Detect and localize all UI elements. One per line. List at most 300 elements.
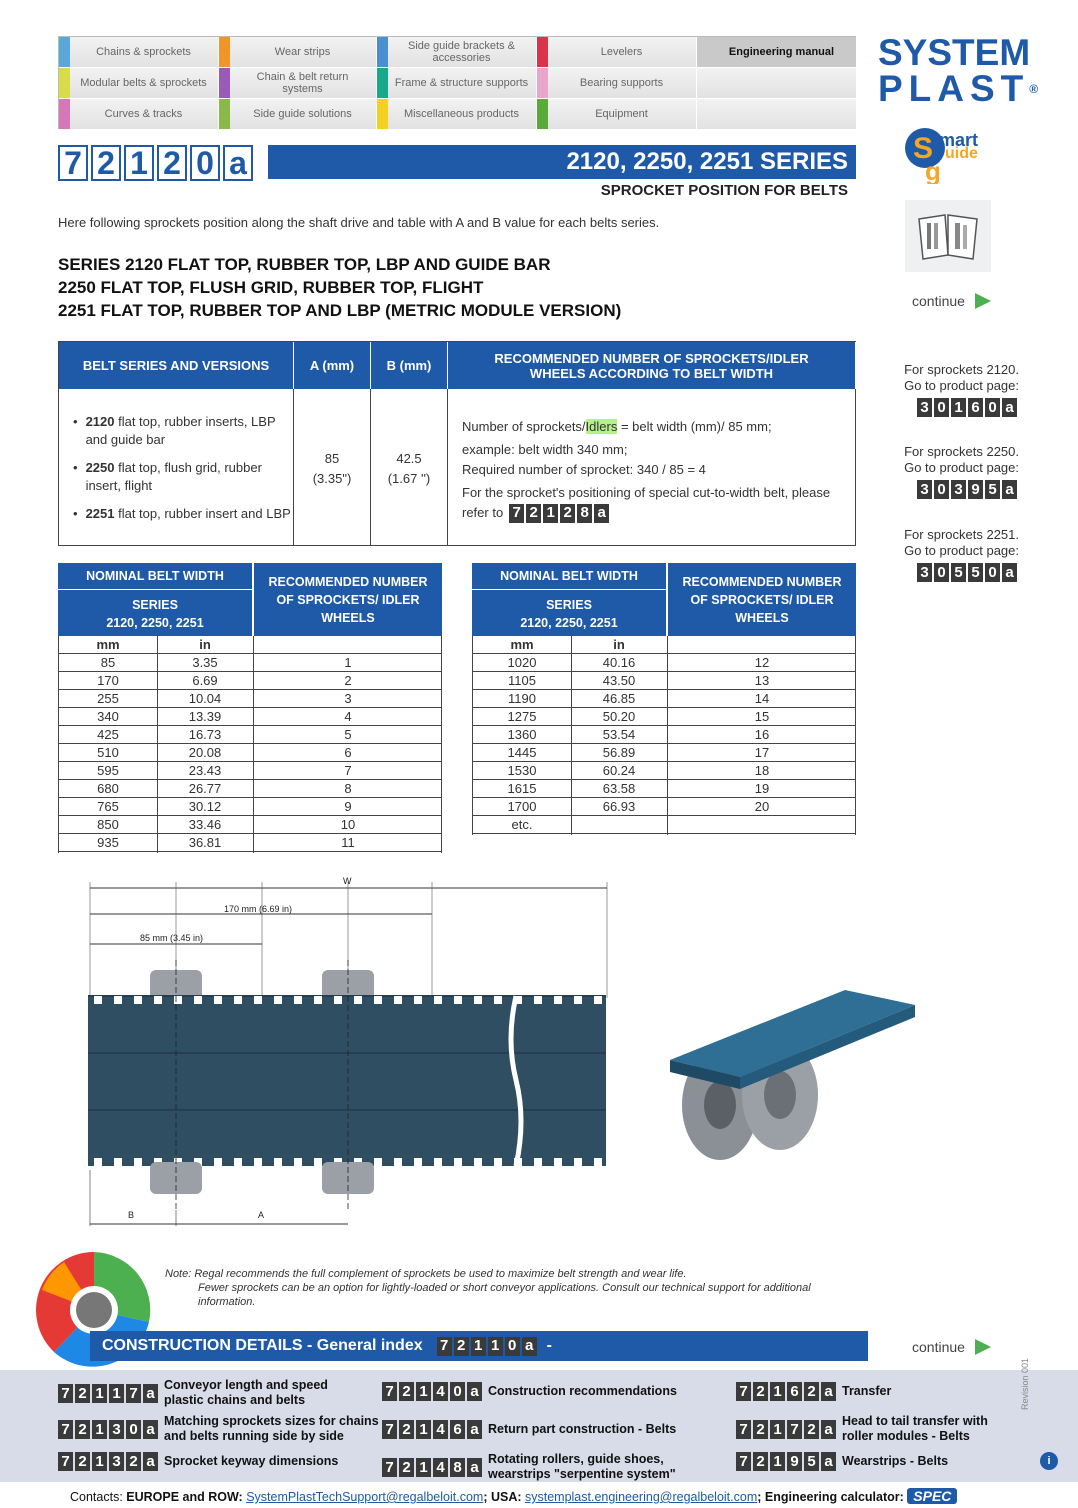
- width-mm: 425: [97, 727, 119, 742]
- unit-mm: mm: [510, 637, 534, 652]
- table-row: [59, 744, 441, 762]
- footer-code-digit: a: [467, 1458, 482, 1477]
- series-item-2250: • 2250 flat top, flush grid, rubber insert, flight: [73, 460, 262, 493]
- nav-item-label: Chains & sprockets: [96, 46, 191, 58]
- product-link-line1: For sprockets 2250.: [904, 444, 1019, 459]
- product-link-line2: Go to product page:: [904, 543, 1019, 558]
- width-mm: 935: [97, 835, 119, 850]
- dim-label-170: 170 mm (6.69 in): [224, 904, 293, 914]
- nav-color-swatch: [219, 99, 230, 129]
- page-code-digit: 0: [190, 145, 220, 181]
- sprocket-count: 9: [344, 799, 352, 814]
- rec-code-digit: 1: [543, 504, 558, 523]
- width-in: 26.77: [188, 781, 222, 796]
- regal-note: Note: Regal recommends the full complement of sprockets be used to maximize belt strength and wear life. Fewer sprockets can be an option for lightly-loaded or short conveyor applications. Consult our technical support for additional information.: [165, 1268, 811, 1308]
- nav-item-bearing-supports[interactable]: [537, 68, 697, 99]
- table-row: [473, 690, 855, 708]
- page-code: [58, 145, 256, 181]
- table-row: [59, 780, 441, 798]
- table-row: [473, 672, 855, 690]
- footer-index-item[interactable]: [58, 1378, 328, 1408]
- footer-item-label: Sprocket keyway dimensions: [164, 1454, 339, 1468]
- series-label: SERIES: [546, 598, 592, 612]
- rec-code-digit: 7: [509, 504, 524, 523]
- footer-code-digit: 2: [75, 1420, 90, 1439]
- width-in: 60.24: [602, 763, 636, 778]
- footer-code-digit: 7: [787, 1420, 802, 1439]
- footer-code-digit: 7: [58, 1452, 73, 1471]
- nav-item-label: Side guide brackets & accessories: [407, 40, 515, 64]
- nav-color-swatch: [377, 37, 388, 67]
- product-code-digit: 6: [968, 398, 983, 417]
- series-label: SERIES: [132, 598, 178, 612]
- sprocket-count: 13: [754, 673, 770, 688]
- width-mm: 85: [100, 655, 116, 670]
- sprocket-count: 5: [344, 727, 352, 742]
- footer-code-digit: 7: [736, 1452, 751, 1471]
- unit-row: [59, 636, 441, 654]
- product-code-digit: 0: [934, 398, 949, 417]
- footer-code-digit: 2: [126, 1452, 141, 1471]
- width-mm: 765: [97, 799, 119, 814]
- nav-item-label: Levelers: [600, 46, 643, 58]
- width-in: 56.89: [602, 745, 636, 760]
- page-code-digit: a: [223, 145, 253, 181]
- belt-notch-bottom: [414, 1158, 422, 1166]
- footer-index-item[interactable]: [736, 1452, 948, 1471]
- product-code-digit: 1: [951, 398, 966, 417]
- footer-code-digit: a: [143, 1384, 158, 1403]
- belt-notch-top: [314, 996, 322, 1004]
- b-inch: (1.67 ''): [387, 471, 431, 486]
- table-row: [59, 672, 441, 690]
- footer-code-digit: 7: [382, 1382, 397, 1401]
- footer-code-digit: 2: [804, 1420, 819, 1439]
- belt-notch-bottom: [214, 1158, 222, 1166]
- nav-item-label: Curves & tracks: [104, 108, 183, 120]
- belt-notch-top: [234, 996, 242, 1004]
- series-info-table: [58, 341, 856, 546]
- belt-notch-top: [454, 996, 462, 1004]
- product-page-link-1[interactable]: [904, 362, 1019, 417]
- belt-notch-top: [134, 996, 142, 1004]
- nav-color-swatch: [59, 68, 70, 98]
- belt-notch-top: [94, 996, 102, 1004]
- belt-notch-top: [394, 996, 402, 1004]
- width-in: 13.39: [188, 709, 222, 724]
- nav-item-side-guide-solutions[interactable]: [219, 99, 377, 130]
- nav-color-swatch: [377, 68, 388, 98]
- belt-notch-bottom: [294, 1158, 302, 1166]
- belt-notch-bottom: [254, 1158, 262, 1166]
- width-in: 63.58: [602, 781, 636, 796]
- unit-row: [473, 636, 855, 654]
- width-in: 30.12: [188, 799, 222, 814]
- belt-notch-bottom: [594, 1158, 602, 1166]
- sprocket-count: 3: [344, 691, 352, 706]
- width-mm: 170: [97, 673, 119, 688]
- footer-code-digit: 8: [450, 1458, 465, 1477]
- footer-code-digit: 1: [416, 1420, 431, 1439]
- header-belt-series: BELT SERIES AND VERSIONS: [59, 342, 294, 389]
- a-value: 85: [324, 451, 340, 466]
- nav-item-label: Equipment: [595, 108, 648, 120]
- revision-label: Revision 001: [1020, 1357, 1030, 1410]
- footer-code-digit: 1: [770, 1420, 785, 1439]
- footer-code-digit: a: [821, 1420, 836, 1439]
- product-code-digit: 9: [968, 480, 983, 499]
- sprocket-count: 12: [754, 655, 770, 670]
- product-code: [917, 480, 1019, 499]
- footer-code-digit: 1: [92, 1384, 107, 1403]
- width-in: 3.35: [192, 655, 218, 670]
- footer-item-label: Conveyor length and speed plastic chains and belts: [164, 1378, 328, 1407]
- nav-item-label: Frame & structure supports: [394, 77, 529, 89]
- footer-code: [736, 1420, 838, 1439]
- nav-item-frame-structure-supports[interactable]: [377, 68, 537, 99]
- width-in: 66.93: [602, 799, 636, 814]
- smart-guide-icon: [903, 126, 995, 184]
- info-icon[interactable]: i: [1040, 1452, 1058, 1470]
- footer-code-digit: 3: [109, 1452, 124, 1471]
- footer-code-digit: a: [821, 1452, 836, 1471]
- continue-link-bottom[interactable]: continue: [912, 1338, 993, 1356]
- width-mm: 1615: [507, 781, 537, 796]
- product-code-digit: 0: [985, 398, 1000, 417]
- belt-notch-bottom: [534, 1158, 542, 1166]
- footer-code-digit: 4: [433, 1458, 448, 1477]
- construction-code-digit: 2: [454, 1337, 469, 1356]
- sprocket-count: 1: [344, 655, 352, 670]
- nav-color-swatch: [219, 68, 230, 98]
- nav-item-equipment[interactable]: [537, 99, 697, 130]
- footer-code-digit: 5: [804, 1452, 819, 1471]
- sprocket-count: 17: [754, 745, 770, 760]
- nav-item-levelers[interactable]: [537, 37, 697, 68]
- nav-item-modular-belts-sprockets[interactable]: [59, 68, 219, 99]
- belt-notch-top: [534, 996, 542, 1004]
- footer-index-item[interactable]: [736, 1382, 891, 1401]
- width-in: 46.85: [602, 691, 636, 706]
- rec-code-digit: a: [594, 504, 609, 523]
- nav-item-label: Side guide solutions: [253, 108, 352, 120]
- belt-notch-top: [154, 996, 162, 1004]
- series-list-cell: [59, 389, 294, 545]
- footer-code-digit: 1: [416, 1382, 431, 1401]
- sprocket-count: 15: [754, 709, 770, 724]
- table-row: [473, 744, 855, 762]
- width-in: [571, 816, 667, 834]
- header-nominal-width: NOMINAL BELT WIDTH: [472, 563, 666, 589]
- footer-code-digit: 6: [787, 1382, 802, 1401]
- a-inch: (3.35"): [312, 471, 352, 486]
- series-heading-3: 2251 FLAT TOP, RUBBER TOP AND LBP (METRIC MODULE VERSION): [58, 301, 622, 320]
- nav-item-empty-14: [697, 99, 857, 130]
- width-in: 6.69: [192, 673, 218, 688]
- sprocket-count: 14: [754, 691, 770, 706]
- belt-notch-top: [434, 996, 442, 1004]
- product-link-line2: Go to product page:: [904, 378, 1019, 393]
- width-mm: 1020: [507, 655, 537, 670]
- width-in: 53.54: [602, 727, 636, 742]
- belt-notch-top: [554, 996, 562, 1004]
- width-in: 20.08: [188, 745, 222, 760]
- product-code-digit: 5: [985, 480, 1000, 499]
- width-mm: 1360: [507, 727, 537, 742]
- spec-calculator-logo[interactable]: SPEC: [907, 1488, 957, 1504]
- sprocket-count: 4: [344, 709, 352, 724]
- nav-item-label: Engineering manual: [728, 46, 835, 58]
- width-mm: 1700: [507, 799, 537, 814]
- footer-code-digit: 7: [126, 1384, 141, 1403]
- footer-code-digit: 7: [736, 1420, 751, 1439]
- product-link-line1: For sprockets 2120.: [904, 362, 1019, 377]
- table-row: [473, 798, 855, 816]
- footer-item-label: Head to tail transfer with roller modules - Belts: [842, 1414, 988, 1443]
- header-nominal-width: NOMINAL BELT WIDTH: [58, 563, 252, 589]
- nav-color-swatch: [377, 99, 388, 129]
- footer-code-digit: a: [467, 1420, 482, 1439]
- table-row: [59, 816, 441, 834]
- footer-item-label: Construction recommendations: [488, 1384, 677, 1398]
- footer-code-digit: 0: [126, 1420, 141, 1439]
- header-series: [472, 590, 666, 636]
- footer-code-digit: a: [143, 1452, 158, 1471]
- footer-code-digit: 2: [804, 1382, 819, 1401]
- footer-code-digit: 2: [75, 1384, 90, 1403]
- footer-code-digit: 4: [433, 1382, 448, 1401]
- header-series: [58, 590, 252, 636]
- nav-color-swatch: [537, 68, 548, 98]
- nav-item-label: Modular belts & sprockets: [80, 77, 207, 89]
- belt-notch-top: [574, 996, 582, 1004]
- unit-in: in: [613, 637, 625, 652]
- belt-notch-bottom: [374, 1158, 382, 1166]
- nav-item-chain-belt-return-systems[interactable]: [219, 68, 377, 99]
- product-code-digit: 5: [968, 563, 983, 582]
- series-list: 2120, 2250, 2251: [106, 616, 204, 630]
- rec-code-digit: 8: [577, 504, 592, 523]
- table-row: [473, 654, 855, 672]
- footer-code-digit: 2: [399, 1420, 414, 1439]
- belt-notch-bottom: [134, 1158, 142, 1166]
- nav-item-chains-sprockets[interactable]: [59, 37, 219, 68]
- svg-text:S: S: [913, 132, 934, 165]
- footer-index-item[interactable]: [382, 1382, 677, 1401]
- belt-notch-top: [594, 996, 602, 1004]
- belt-3d-icon: [660, 985, 920, 1185]
- product-code-digit: a: [1002, 480, 1017, 499]
- footer-code-digit: 1: [416, 1458, 431, 1477]
- sprocket-count: 19: [754, 781, 770, 796]
- footer-code-digit: 7: [736, 1382, 751, 1401]
- book-icon: [915, 211, 981, 261]
- footer-code-digit: 2: [753, 1382, 768, 1401]
- nav-item-wear-strips[interactable]: [219, 37, 377, 68]
- table-row: [59, 726, 441, 744]
- svg-text:uide: uide: [945, 145, 978, 162]
- nav-color-swatch: [59, 99, 70, 129]
- footer-code-digit: 7: [382, 1458, 397, 1477]
- dim-label-w: W: [343, 876, 352, 886]
- play-arrow-icon: [973, 1338, 993, 1356]
- rec-example: example: belt width 340 mm;: [462, 442, 628, 457]
- series-item-2120: • 2120 flat top, rubber inserts, LBP and guide bar: [73, 414, 276, 447]
- footer-item-label: Transfer: [842, 1384, 892, 1398]
- footer-code: [58, 1384, 160, 1403]
- footer-code-digit: 1: [92, 1420, 107, 1439]
- product-link-line1: For sprockets 2251.: [904, 527, 1019, 542]
- width-in: 50.20: [602, 709, 636, 724]
- nav-item-engineering-manual[interactable]: [697, 37, 857, 68]
- footer-item-label: Wearstrips - Belts: [842, 1454, 949, 1468]
- europe-email-link[interactable]: SystemPlastTechSupport@regalbeloit.com: [246, 1490, 484, 1504]
- belt-3d-illustration: [660, 985, 920, 1185]
- footer-index-item[interactable]: [382, 1420, 676, 1439]
- rec-code-link[interactable]: [509, 504, 611, 523]
- product-page-link-2[interactable]: [904, 444, 1019, 499]
- footer-code-digit: 1: [92, 1452, 107, 1471]
- width-mm: etc.: [511, 817, 533, 832]
- product-code: [917, 563, 1019, 582]
- width-table-body: [58, 636, 442, 853]
- page-code-digit: 2: [157, 145, 187, 181]
- table-row: [59, 708, 441, 726]
- sprocket-count: [667, 816, 857, 834]
- usa-email-link[interactable]: systemplast.engineering@regalbeloit.com: [524, 1490, 758, 1504]
- play-arrow-icon: [973, 292, 993, 310]
- nav-color-swatch: [537, 99, 548, 129]
- nav-item-label: Bearing supports: [579, 77, 664, 89]
- footer-index-item[interactable]: [736, 1414, 988, 1444]
- footer-code-digit: 9: [787, 1452, 802, 1471]
- smart-guide-logo: [903, 126, 995, 184]
- footer-code-digit: 0: [450, 1382, 465, 1401]
- nav-item-miscellaneous-products[interactable]: [377, 99, 537, 130]
- footer-item-label: Matching sprockets sizes for chains and belts running side by side: [164, 1414, 379, 1443]
- footer-code-digit: 3: [109, 1420, 124, 1439]
- belt-notch-bottom: [314, 1158, 322, 1166]
- footer-index-item[interactable]: [382, 1452, 676, 1482]
- catalog-thumbnail[interactable]: [905, 200, 991, 272]
- category-nav: [58, 36, 856, 129]
- footer-item-label: Return part construction - Belts: [488, 1422, 677, 1436]
- footer-code-digit: a: [143, 1420, 158, 1439]
- footer-item-label: Rotating rollers, guide shoes, wearstrips "serpentine system": [488, 1452, 676, 1481]
- page-subtitle: SPROCKET POSITION FOR BELTS: [600, 182, 848, 199]
- width-in: 16.73: [188, 727, 222, 742]
- rec-code-digit: 2: [526, 504, 541, 523]
- width-in: 36.81: [188, 835, 222, 850]
- table-row: [59, 654, 441, 672]
- footer-code-digit: 7: [382, 1420, 397, 1439]
- belt-notch-top: [354, 996, 362, 1004]
- nav-item-label: Miscellaneous products: [404, 108, 519, 120]
- belt-notch-top: [414, 996, 422, 1004]
- nav-color-swatch: [59, 37, 70, 67]
- sprocket-count: 20: [754, 799, 770, 814]
- page-code-digit: 7: [58, 145, 88, 181]
- nav-item-curves-tracks[interactable]: [59, 99, 219, 130]
- footer-index-item[interactable]: [58, 1414, 379, 1444]
- footer-index-item[interactable]: [58, 1452, 338, 1471]
- belt-notch-top: [254, 996, 262, 1004]
- width-mm: 680: [97, 781, 119, 796]
- width-table-body: [472, 636, 856, 835]
- product-code-digit: a: [1002, 563, 1017, 582]
- belt-notch-top: [494, 996, 502, 1004]
- unit-in: in: [199, 637, 211, 652]
- width-mm: 1445: [507, 745, 537, 760]
- footer-code-digit: a: [821, 1382, 836, 1401]
- belt-notch-bottom: [434, 1158, 442, 1166]
- product-code-digit: 3: [917, 563, 932, 582]
- nav-color-swatch: [219, 37, 230, 67]
- product-code-digit: 5: [951, 563, 966, 582]
- sprocket-count: 8: [344, 781, 352, 796]
- b-value: 42.5: [396, 451, 422, 466]
- continue-link-top[interactable]: continue: [912, 292, 993, 310]
- footer-code-digit: 2: [753, 1420, 768, 1439]
- belt-notch-bottom: [474, 1158, 482, 1166]
- nav-item-empty-9: [697, 68, 857, 99]
- belt-notch-top: [474, 996, 482, 1004]
- brand-logo-line2: PLAST®: [878, 68, 1039, 109]
- page-code-digit: 2: [91, 145, 121, 181]
- sprocket-count: 16: [754, 727, 770, 742]
- sprocket-position-drawing: [80, 870, 640, 1230]
- intro-text: Here following sprockets position along the shaft drive and table with A and B value for each belts series.: [58, 215, 660, 230]
- width-in: 33.46: [188, 817, 222, 832]
- belt-notch-bottom: [574, 1158, 582, 1166]
- belt-notch-bottom: [234, 1158, 242, 1166]
- construction-code-digit: 0: [505, 1337, 520, 1356]
- belt-notch-top: [374, 996, 382, 1004]
- product-code-digit: 3: [951, 480, 966, 499]
- belt-notch-bottom: [454, 1158, 462, 1166]
- footer-code-digit: 2: [75, 1452, 90, 1471]
- header-recommended-sprockets: RECOMMENDED NUMBER OF SPROCKETS/ IDLER WHEELS: [668, 563, 856, 636]
- header-a: A (mm): [294, 342, 371, 389]
- page-code-digit: 1: [124, 145, 154, 181]
- footer-code-digit: 2: [753, 1452, 768, 1471]
- header-b: B (mm): [371, 342, 448, 389]
- rec-formula: Number of sprockets/Idlers = belt width (mm)/ 85 mm;: [462, 419, 772, 434]
- table-row: [473, 816, 855, 834]
- contacts-line: Contacts: EUROPE and ROW: SystemPlastTechSupport@regalbeloit.com; USA: systemplast.engineering@regalbeloit.com; Engineering calculator: SPEC: [70, 1488, 957, 1504]
- table-row: [59, 798, 441, 816]
- sprocket-count: 6: [344, 745, 352, 760]
- width-mm: 340: [97, 709, 119, 724]
- construction-index-code[interactable]: [437, 1337, 539, 1356]
- sprocket-count: 7: [344, 763, 352, 778]
- footer-code-digit: 7: [58, 1420, 73, 1439]
- footer-code-digit: 1: [770, 1452, 785, 1471]
- width-mm: 595: [97, 763, 119, 778]
- nav-item-label: Chain & belt return systems: [256, 71, 349, 95]
- width-mm: 1190: [508, 691, 536, 706]
- product-page-link-3[interactable]: [904, 527, 1019, 582]
- a-value-cell: [294, 389, 371, 545]
- width-mm: 1530: [507, 763, 537, 778]
- dim-label-a: A: [258, 1210, 265, 1220]
- product-link-line2: Go to product page:: [904, 460, 1019, 475]
- sprocket-count: 18: [754, 763, 770, 778]
- nav-item-side-guide-brackets-accessories[interactable]: [377, 37, 537, 68]
- product-code-digit: 0: [934, 563, 949, 582]
- construction-code-digit: a: [522, 1337, 537, 1356]
- rec-required: Required number of sprocket: 340 / 85 = 4: [462, 462, 706, 477]
